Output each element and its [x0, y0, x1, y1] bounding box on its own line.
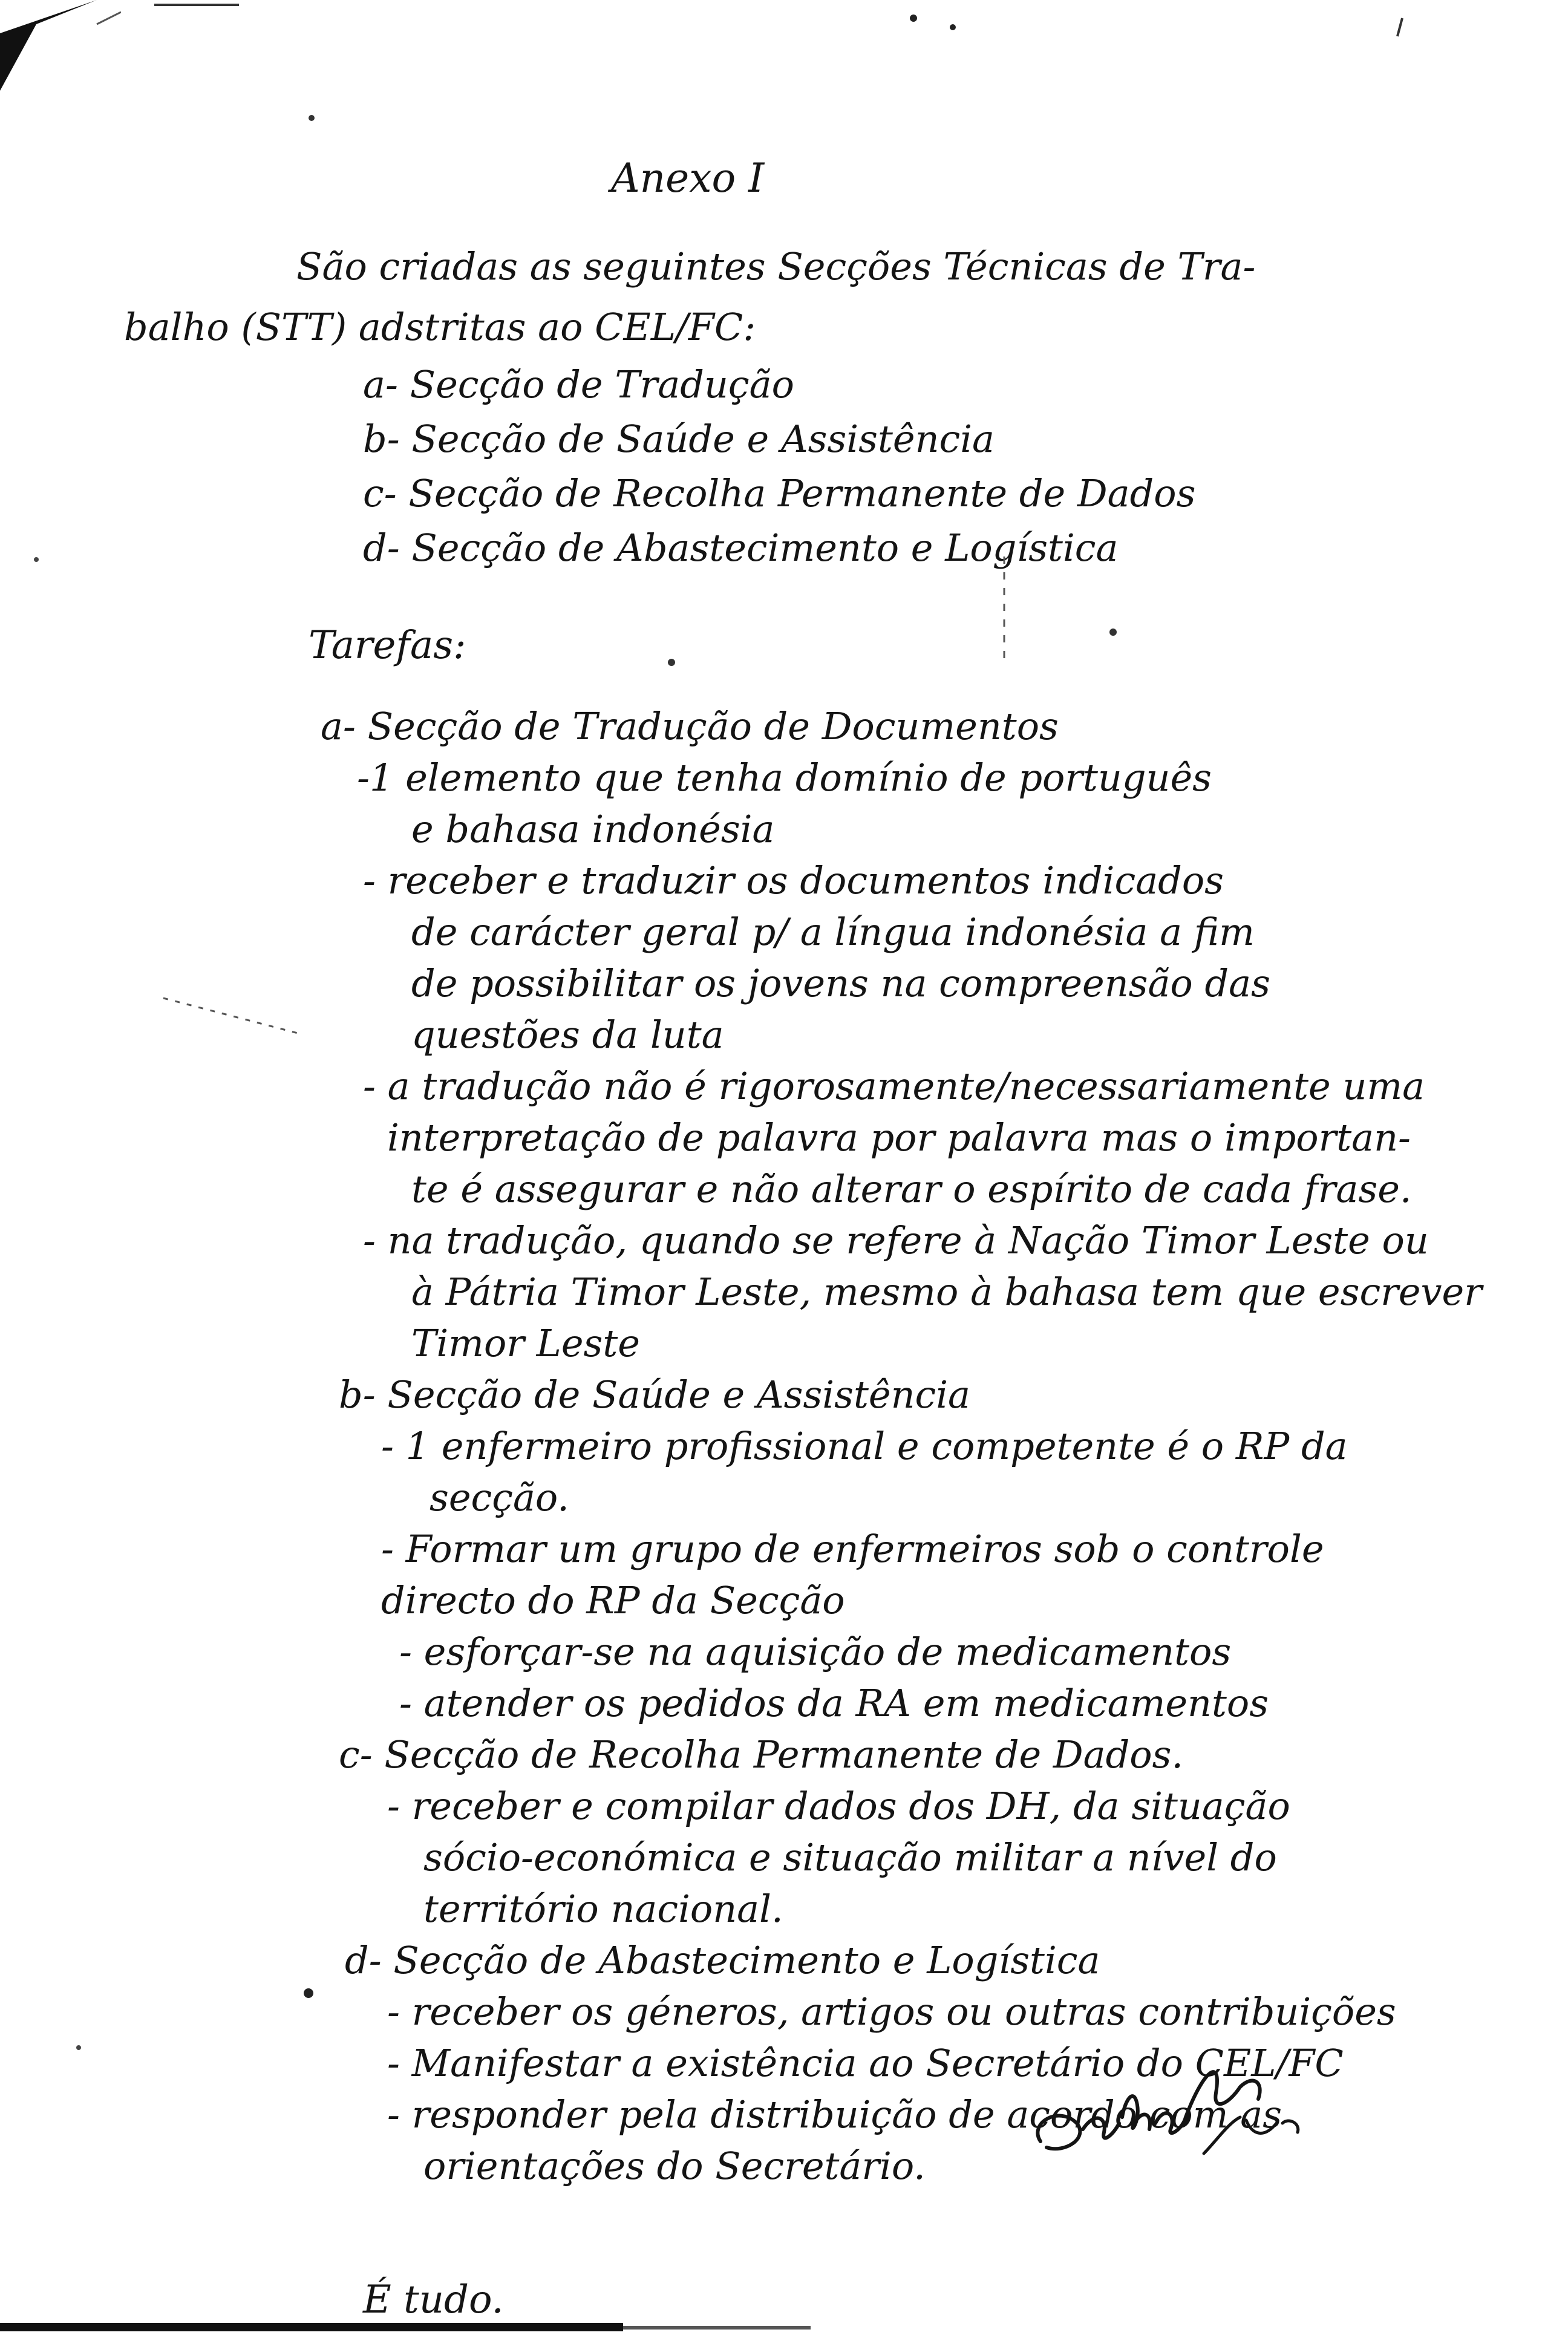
- intro-line-2: balho (STT) adstritas ao CEL/FC:: [124, 305, 756, 349]
- task-line: Timor Leste: [411, 1321, 640, 1365]
- section-list-item-c: c- Secção de Recolha Permanente de Dados: [363, 471, 1196, 515]
- task-line: secção.: [430, 1475, 569, 1520]
- task-line: - atender os pedidos da RA em medicamentos: [399, 1681, 1269, 1725]
- page-title: Anexo I: [611, 155, 765, 201]
- section-list-item-d: d- Secção de Abastecimento e Logística: [363, 526, 1119, 570]
- task-line: directo do RP da Secção: [381, 1578, 845, 1622]
- task-line: - na tradução, quando se refere à Nação Timor Leste ou: [363, 1218, 1429, 1262]
- task-line: à Pátria Timor Leste, mesmo à bahasa tem que escrever: [411, 1270, 1482, 1314]
- task-line: te é assegurar e não alterar o espírito de cada frase.: [411, 1167, 1412, 1211]
- task-line: e bahasa indonésia: [411, 807, 775, 851]
- task-line: orientações do Secretário.: [423, 2144, 926, 2188]
- task-line: - esforçar-se na aquisição de medicamentos: [399, 1630, 1232, 1674]
- task-line: - Manifestar a existência ao Secretário do CEL/FC: [387, 2041, 1344, 2085]
- task-line: questões da luta: [411, 1013, 724, 1057]
- task-line: - receber e traduzir os documentos indicados: [363, 858, 1224, 903]
- task-line: b- Secção de Saúde e Assistência: [339, 1373, 971, 1417]
- task-line: de carácter geral p/ a língua indonésia a fim: [411, 910, 1255, 954]
- task-line: d- Secção de Abastecimento e Logística: [345, 1938, 1100, 1982]
- intro-line-1: São criadas as seguintes Secções Técnicas de Tra-: [296, 244, 1256, 289]
- task-line: - 1 enfermeiro profissional e competente é o RP da: [381, 1424, 1348, 1468]
- task-line: sócio-económica e situação militar a nível do: [423, 1835, 1277, 1879]
- task-line: interpretação de palavra por palavra mas o importan-: [387, 1115, 1411, 1160]
- scan-artifact-bottom: [0, 2323, 623, 2331]
- section-list-item-b: b- Secção de Saúde e Assistência: [363, 417, 995, 461]
- task-line: - a tradução não é rigorosamente/necessariamente uma: [363, 1064, 1425, 1108]
- tasks-heading: Tarefas:: [309, 623, 466, 668]
- task-line: c- Secção de Recolha Permanente de Dados.: [339, 1732, 1184, 1777]
- task-line: a- Secção de Tradução de Documentos: [321, 704, 1059, 748]
- closing-text: É tudo.: [363, 2277, 504, 2322]
- task-line: - receber e compilar dados dos DH, da situação: [387, 1784, 1290, 1828]
- task-line: -1 elemento que tenha domínio de português: [357, 756, 1212, 800]
- task-line: - responder pela distribuição de acordo com as: [387, 2092, 1282, 2137]
- section-list-item-a: a- Secção de Tradução: [363, 362, 794, 406]
- scan-artifact-bottom-fade: [623, 2326, 811, 2330]
- task-line: de possibilitar os jovens na compreensão das: [411, 961, 1270, 1005]
- task-line: - Formar um grupo de enfermeiros sob o controle: [381, 1527, 1324, 1571]
- task-line: território nacional.: [423, 1887, 783, 1931]
- task-line: - receber os géneros, artigos ou outras contribuições: [387, 1990, 1396, 2034]
